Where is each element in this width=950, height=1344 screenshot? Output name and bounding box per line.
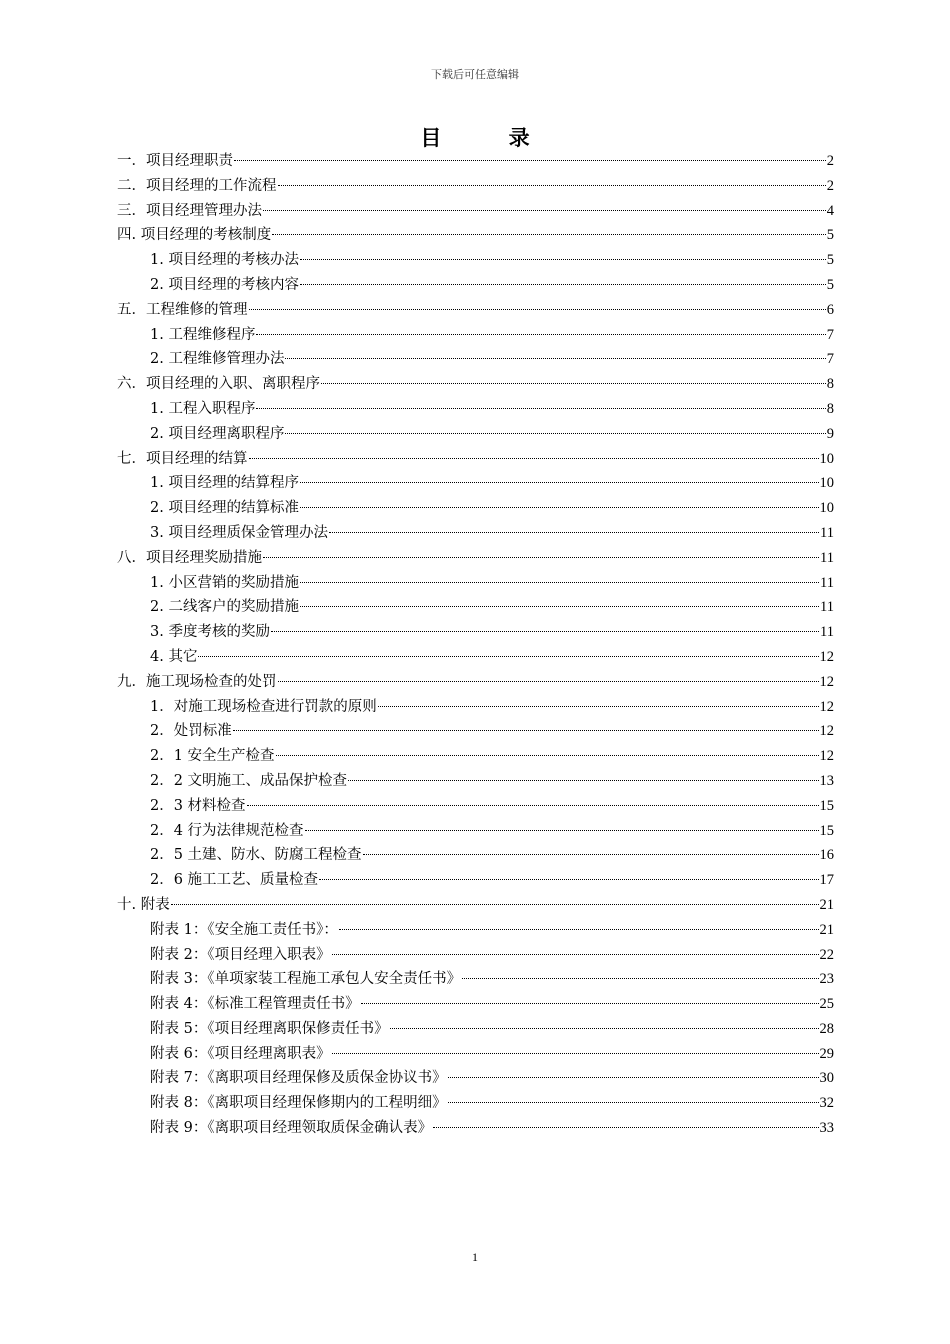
toc-leader-dots: [363, 854, 819, 855]
toc-entry[interactable]: [117, 174, 834, 199]
toc-entry-label: 五．工程维修的管理: [117, 301, 248, 318]
toc-leader-dots: [285, 358, 825, 359]
toc-entry-page: 11: [820, 524, 834, 541]
toc-entry-label: 六．项目经理的入职、离职程序: [117, 376, 320, 393]
toc-entry-label: 九．施工现场检查的处罚: [117, 673, 277, 690]
toc-entry-page: 11: [820, 599, 834, 616]
toc-entry-page: 4: [826, 202, 834, 219]
toc-entry[interactable]: [117, 1091, 834, 1116]
toc-leader-dots: [171, 904, 819, 905]
toc-leader-dots: [278, 185, 826, 186]
toc-entry-label: 2. 项目经理的考核内容: [150, 276, 299, 293]
toc-leader-dots: [332, 954, 819, 955]
toc-entry[interactable]: [117, 1066, 834, 1091]
toc-entry-page: 9: [826, 425, 834, 442]
toc-entry[interactable]: [117, 893, 834, 918]
toc-entry[interactable]: [117, 967, 834, 992]
toc-leader-dots: [278, 681, 819, 682]
table-of-contents: [117, 149, 834, 1141]
toc-entry[interactable]: [117, 695, 834, 720]
toc-leader-dots: [198, 656, 818, 657]
toc-entry-label: 2．5 土建、防水、防腐工程检查: [150, 847, 362, 864]
toc-entry-label: 附表 3：《单项家装工程施工承包人安全责任书》: [150, 971, 462, 988]
toc-leader-dots: [332, 1053, 819, 1054]
toc-entry[interactable]: [117, 372, 834, 397]
toc-entry-label: 二．项目经理的工作流程: [117, 177, 277, 194]
toc-leader-dots: [256, 408, 825, 409]
toc-entry-page: 5: [826, 276, 834, 293]
toc-entry-page: 2: [826, 177, 834, 194]
toc-entry-label: 2. 项目经理离职程序: [150, 425, 285, 442]
toc-entry-label: 2. 二线客户的奖励措施: [150, 599, 299, 616]
toc-entry-label: 1. 项目经理的结算程序: [150, 475, 299, 492]
toc-entry-page: 15: [819, 822, 834, 839]
toc-entry-page: 11: [820, 549, 834, 566]
toc-entry-page: 33: [819, 1120, 834, 1137]
toc-entry[interactable]: [117, 943, 834, 968]
toc-leader-dots: [249, 309, 826, 310]
toc-entry-label: 3. 项目经理质保金管理办法: [150, 524, 328, 541]
toc-leader-dots: [234, 160, 826, 161]
toc-entry-label: 2. 工程维修管理办法: [150, 351, 285, 368]
toc-leader-dots: [378, 706, 819, 707]
toc-entry-page: 12: [819, 723, 834, 740]
toc-entry[interactable]: [117, 347, 834, 372]
toc-leader-dots: [329, 532, 819, 533]
page-title: 目 录: [420, 125, 560, 150]
toc-entry-page: 11: [820, 574, 834, 591]
toc-entry[interactable]: [117, 670, 834, 695]
toc-entry[interactable]: [117, 769, 834, 794]
toc-entry-label: 2．4 行为法律规范检查: [150, 822, 304, 839]
toc-entry-label: 附表 6：《项目经理离职表》: [150, 1045, 331, 1062]
toc-entry[interactable]: [117, 496, 834, 521]
toc-entry[interactable]: [117, 918, 834, 943]
toc-entry-page: 10: [819, 450, 834, 467]
toc-entry[interactable]: [117, 397, 834, 422]
toc-entry-label: 1. 小区营销的奖励措施: [150, 574, 299, 591]
toc-entry-page: 12: [819, 673, 834, 690]
toc-entry-page: 5: [826, 227, 834, 244]
toc-entry-label: 1. 工程入职程序: [150, 400, 256, 417]
toc-entry-page: 12: [819, 648, 834, 665]
toc-entry[interactable]: [117, 571, 834, 596]
toc-entry-page: 23: [819, 971, 834, 988]
toc-entry[interactable]: [117, 620, 834, 645]
toc-entry-label: 附表 8：《离职项目经理保修期内的工程明细》: [150, 1095, 447, 1112]
toc-leader-dots: [300, 482, 819, 483]
toc-entry-page: 16: [819, 847, 834, 864]
toc-entry-page: 17: [819, 872, 834, 889]
toc-entry-page: 7: [826, 326, 834, 343]
toc-entry-label: 七．项目经理的结算: [117, 450, 248, 467]
toc-leader-dots: [319, 879, 818, 880]
toc-entry[interactable]: [117, 744, 834, 769]
toc-leader-dots: [361, 1003, 819, 1004]
toc-entry-page: 6: [826, 301, 834, 318]
toc-leader-dots: [339, 929, 819, 930]
toc-leader-dots: [276, 755, 819, 756]
toc-entry[interactable]: [117, 1017, 834, 1042]
toc-entry[interactable]: [117, 819, 834, 844]
toc-entry[interactable]: [117, 719, 834, 744]
toc-entry-page: 12: [819, 698, 834, 715]
toc-entry-page: 7: [826, 351, 834, 368]
toc-entry-label: 三．项目经理管理办法: [117, 202, 262, 219]
toc-entry[interactable]: [117, 248, 834, 273]
toc-entry-page: 10: [819, 475, 834, 492]
toc-entry-page: 5: [826, 252, 834, 269]
toc-entry[interactable]: [117, 843, 834, 868]
toc-entry[interactable]: [117, 595, 834, 620]
toc-leader-dots: [433, 1127, 818, 1128]
toc-entry[interactable]: [117, 992, 834, 1017]
toc-entry-label: 1．对施工现场检查进行罚款的原则: [150, 698, 377, 715]
toc-leader-dots: [300, 507, 819, 508]
toc-entry[interactable]: [117, 1042, 834, 1067]
toc-entry[interactable]: [117, 323, 834, 348]
toc-entry-page: 12: [819, 748, 834, 765]
toc-leader-dots: [233, 730, 819, 731]
toc-entry[interactable]: [117, 273, 834, 298]
toc-entry-label: 附表 1：《安全施工责任书》：: [150, 921, 338, 938]
toc-entry-page: 15: [819, 797, 834, 814]
toc-entry-page: 29: [819, 1045, 834, 1062]
toc-entry-label: 附表 5：《项目经理离职保修责任书》: [150, 1020, 389, 1037]
toc-entry-label: 四. 项目经理的考核制度: [117, 227, 272, 244]
toc-leader-dots: [272, 234, 826, 235]
toc-entry-label: 附表 4：《标准工程管理责任书》: [150, 996, 360, 1013]
toc-entry-label: 附表 7：《离职项目经理保修及质保金协议书》: [150, 1070, 447, 1087]
toc-leader-dots: [390, 1028, 819, 1029]
toc-entry-label: 3. 季度考核的奖励: [150, 624, 270, 641]
toc-entry-page: 8: [826, 376, 834, 393]
toc-entry-label: 1. 工程维修程序: [150, 326, 256, 343]
toc-entry-page: 25: [819, 996, 834, 1013]
toc-entry[interactable]: [117, 794, 834, 819]
toc-entry-page: 30: [819, 1070, 834, 1087]
toc-leader-dots: [271, 631, 819, 632]
toc-entry[interactable]: [117, 199, 834, 224]
toc-entry-page: 21: [819, 896, 834, 913]
toc-entry[interactable]: [117, 546, 834, 571]
toc-entry[interactable]: [117, 1116, 834, 1141]
toc-entry[interactable]: [117, 645, 834, 670]
toc-entry-label: 2．3 材料检查: [150, 797, 246, 814]
toc-leader-dots: [321, 383, 826, 384]
toc-entry-page: 11: [820, 624, 834, 641]
toc-leader-dots: [285, 433, 825, 434]
toc-entry[interactable]: [117, 149, 834, 174]
toc-entry-page: 2: [826, 153, 834, 169]
toc-entry-page: 22: [819, 946, 834, 963]
toc-entry-label: 一．项目经理职责: [117, 153, 233, 169]
toc-entry-label: 2．1 安全生产检查: [150, 748, 275, 765]
toc-entry-label: 附表 2：《项目经理入职表》: [150, 946, 331, 963]
toc-entry-label: 4. 其它: [150, 648, 198, 665]
toc-leader-dots: [263, 557, 819, 558]
toc-entry[interactable]: [117, 422, 834, 447]
page-header-note: 下载后可任意编辑: [431, 68, 519, 81]
toc-entry-page: 28: [819, 1020, 834, 1037]
toc-entry-label: 2．处罚标准: [150, 723, 232, 740]
toc-entry-label: 2. 项目经理的结算标准: [150, 500, 299, 517]
toc-entry-label: 八．项目经理奖励措施: [117, 549, 262, 566]
toc-leader-dots: [256, 334, 825, 335]
toc-entry[interactable]: [117, 521, 834, 546]
toc-entry-page: 21: [819, 921, 834, 938]
toc-entry[interactable]: [117, 223, 834, 248]
toc-leader-dots: [263, 210, 826, 211]
toc-leader-dots: [348, 780, 818, 781]
toc-entry-page: 8: [826, 400, 834, 417]
toc-leader-dots: [300, 582, 819, 583]
toc-entry-label: 2．2 文明施工、成品保护检查: [150, 772, 348, 789]
toc-entry-label: 1. 项目经理的考核办法: [150, 252, 299, 269]
toc-entry[interactable]: [117, 298, 834, 323]
toc-leader-dots: [305, 830, 819, 831]
toc-leader-dots: [247, 805, 819, 806]
toc-entry[interactable]: [117, 471, 834, 496]
toc-entry-page: 32: [819, 1095, 834, 1112]
toc-entry-page: 13: [819, 772, 834, 789]
toc-leader-dots: [448, 1077, 819, 1078]
toc-entry-label: 十. 附表: [117, 896, 170, 913]
toc-entry[interactable]: [117, 447, 834, 472]
page-number: 1: [472, 1250, 478, 1264]
toc-entry[interactable]: [117, 868, 834, 893]
toc-entry-page: 10: [819, 500, 834, 517]
toc-leader-dots: [300, 606, 819, 607]
toc-leader-dots: [462, 978, 818, 979]
toc-leader-dots: [249, 458, 819, 459]
toc-leader-dots: [448, 1102, 819, 1103]
toc-entry-label: 附表 9：《离职项目经理领取质保金确认表》: [150, 1120, 433, 1137]
toc-entry-label: 2．6 施工工艺、质量检查: [150, 872, 319, 889]
toc-leader-dots: [300, 284, 826, 285]
toc-leader-dots: [300, 259, 826, 260]
